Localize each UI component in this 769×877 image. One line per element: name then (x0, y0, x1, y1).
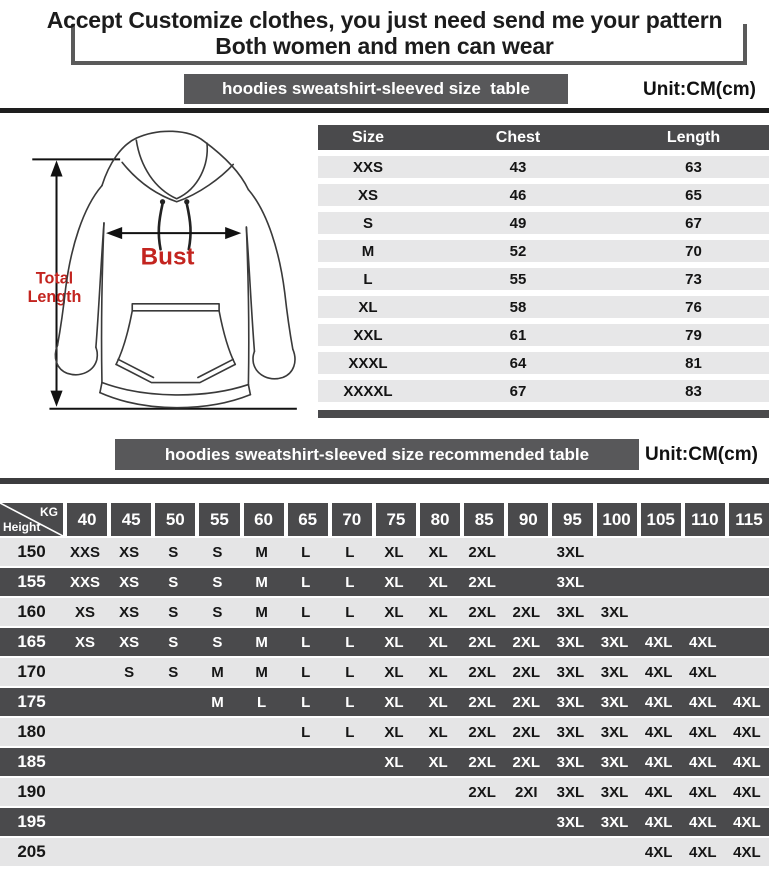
size-recommendation-cell: XL (428, 573, 448, 591)
size-recommendation-cell: 4XL (733, 693, 761, 711)
size-recommendation-cell: M (255, 633, 268, 651)
size-recommendation-cell: M (255, 603, 268, 621)
size-recommendation-cell: S (168, 573, 179, 591)
size-recommendation-cell: XL (384, 663, 404, 681)
size-recommendation-cell: XL (384, 723, 404, 741)
matrix-row (0, 748, 769, 776)
matrix-row (0, 628, 769, 656)
size-table-row (318, 268, 769, 290)
size-column-header: Size (351, 128, 384, 146)
matrix-row (0, 598, 769, 626)
matrix-row (0, 538, 769, 566)
matrix-rows (0, 538, 769, 868)
size-recommendation-cell: XL (384, 693, 404, 711)
size-table (318, 125, 769, 402)
size-recommendation-cell: S (124, 663, 135, 681)
size-recommendation-cell: XS (119, 543, 140, 561)
corner-kg-label: KG (40, 505, 58, 519)
height-label-cell: 180 (17, 722, 46, 741)
size-cell: L (363, 270, 373, 288)
size-table-rows (318, 156, 769, 402)
size-recommendation-cell: 3XL (600, 753, 629, 771)
size-recommendation-cell: XS (75, 603, 96, 621)
height-label-cell: 170 (17, 662, 46, 681)
size-recommendation-cell: 4XL (733, 843, 761, 861)
size-recommendation-cell: 2XL (468, 783, 496, 801)
size-recommendation-cell: 2XL (468, 693, 496, 711)
size-recommendation-cell: 4XL (644, 813, 673, 831)
size-recommendation-cell: XL (384, 753, 404, 771)
size-recommendation-cell: M (255, 573, 268, 591)
size-table-row (318, 324, 769, 346)
size-recommendation-cell: S (212, 543, 223, 561)
size-recommendation-cell: XXS (70, 543, 101, 561)
chest-cell: 58 (509, 298, 527, 316)
size-recommendation-cell: L (345, 633, 355, 651)
matrix-row (0, 688, 769, 716)
size-recommendation-cell: L (301, 603, 311, 621)
size-recommendation-cell: 4XL (689, 633, 717, 651)
height-label-cell: 165 (17, 632, 46, 651)
size-recommendation-cell: 3XL (600, 693, 629, 711)
chest-cell: 67 (509, 382, 527, 400)
size-recommendation-cell: 2XI (515, 783, 538, 801)
size-cell: XXXXL (343, 382, 393, 400)
size-recommendation-cell: 3XL (556, 693, 585, 711)
length-cell: 63 (685, 158, 702, 176)
size-recommendation-cell: 2XL (512, 693, 541, 711)
size-recommendation-cell: XL (428, 753, 448, 771)
weight-header-cell: 90 (508, 503, 548, 536)
size-recommendation-cell: S (168, 603, 179, 621)
heading-line-2: Both women and men can wear (215, 33, 554, 59)
size-recommendation-cell: 4XL (644, 693, 673, 711)
size-table-row (318, 296, 769, 318)
size-recommendation-cell: L (345, 723, 355, 741)
unit-label-2: Unit:CM(cm) (645, 444, 758, 465)
size-recommendation-cell: 2XL (512, 663, 541, 681)
size-recommendation-cell: 2XL (468, 753, 496, 771)
matrix-corner-cell (0, 503, 63, 536)
length-cell: 67 (685, 214, 702, 232)
weight-header-cell: 115 (729, 503, 769, 536)
size-recommendation-cell: 4XL (644, 663, 673, 681)
total-length-label-line2: Length (27, 287, 82, 306)
size-recommendation-cell: 3XL (600, 723, 629, 741)
height-label-cell: 155 (17, 572, 46, 591)
chest-cell: 52 (509, 242, 527, 260)
size-recommendation-cell: L (301, 693, 311, 711)
chest-cell: 46 (509, 186, 527, 204)
height-label-cell: 205 (17, 842, 46, 861)
size-table-row (318, 380, 769, 402)
size-recommendation-cell: 4XL (644, 753, 673, 771)
size-table-row (318, 184, 769, 206)
matrix-row (0, 718, 769, 746)
size-recommendation-cell: 4XL (644, 723, 673, 741)
height-label-cell: 190 (17, 782, 46, 801)
size-recommendation-cell: 3XL (600, 603, 629, 621)
height-label-cell: 185 (17, 752, 46, 771)
size-recommendation-cell: S (168, 663, 179, 681)
size-table-row (318, 212, 769, 234)
size-recommendation-cell: L (301, 573, 311, 591)
weight-header-cell: 110 (685, 503, 725, 536)
size-recommendation-cell: 3XL (600, 783, 629, 801)
weight-header-cell: 75 (376, 503, 416, 536)
heading-line-1: Accept Customize clothes, you just need send me your pattern (46, 7, 723, 33)
matrix-row (0, 568, 769, 596)
size-recommendation-cell: XL (384, 573, 404, 591)
height-label-cell: 195 (17, 812, 46, 831)
size-table-footer-bar (318, 410, 769, 418)
size-recommendation-cell: 3XL (556, 723, 585, 741)
size-recommendation-cell: 2XL (468, 543, 496, 561)
size-recommendation-cell: M (211, 663, 224, 681)
size-cell: XXL (353, 326, 383, 344)
matrix-row (0, 778, 769, 806)
size-recommendation-cell: 3XL (556, 543, 585, 561)
size-recommendation-cell: 3XL (556, 603, 585, 621)
size-recommendation-cell: L (301, 543, 311, 561)
size-recommendation-cell: 3XL (556, 573, 585, 591)
size-recommendation-cell: 4XL (733, 783, 761, 801)
size-table-banner: hoodies sweatshirt-sleeved size table (184, 74, 568, 104)
size-recommendation-cell: XS (75, 633, 96, 651)
size-recommendation-cell: L (345, 693, 355, 711)
size-table-row (318, 240, 769, 262)
size-table-row (318, 156, 769, 178)
drawstrings (159, 199, 191, 249)
size-recommendation-cell: L (345, 603, 355, 621)
size-recommendation-cell: M (211, 693, 224, 711)
size-recommendation-cell: S (212, 573, 223, 591)
length-cell: 81 (685, 354, 702, 372)
size-recommendation-cell: XL (428, 543, 448, 561)
weight-header-cell: 65 (288, 503, 328, 536)
size-recommendation-cell: 3XL (556, 753, 585, 771)
size-recommendation-cell: 3XL (600, 663, 629, 681)
chest-cell: 55 (509, 270, 527, 288)
size-recommendation-cell: S (168, 543, 179, 561)
size-recommendation-cell: 4XL (689, 753, 717, 771)
unit-label-1: Unit:CM(cm) (643, 79, 756, 100)
size-recommendation-cell: XS (119, 603, 140, 621)
size-recommendation-cell: S (168, 633, 179, 651)
total-length-label-line1: Total (35, 269, 74, 288)
size-recommendation-cell: 2XL (512, 753, 541, 771)
size-recommendation-cell: 2XL (468, 603, 496, 621)
size-recommendation-cell: L (345, 663, 355, 681)
size-recommendation-cell: XL (428, 603, 448, 621)
size-recommendation-cell: 4XL (689, 663, 717, 681)
weight-header-cell: 105 (641, 503, 681, 536)
size-recommendation-cell: S (212, 633, 223, 651)
length-cell: 83 (685, 382, 702, 400)
size-recommendation-cell: XL (428, 663, 448, 681)
height-label-cell: 150 (17, 542, 46, 561)
size-recommendation-cell: XL (384, 543, 404, 561)
size-recommendation-cell: XS (119, 633, 140, 651)
size-recommendation-cell: 3XL (556, 783, 585, 801)
chest-cell: 61 (509, 326, 527, 344)
size-cell: XL (358, 298, 378, 316)
size-recommendation-cell: 2XL (512, 723, 541, 741)
size-recommendation-cell: L (345, 543, 355, 561)
size-recommendation-cell: L (301, 633, 311, 651)
size-recommendation-cell: 3XL (556, 813, 585, 831)
size-recommendation-cell: M (255, 543, 268, 561)
size-recommendation-cell: 4XL (689, 783, 717, 801)
matrix-row (0, 658, 769, 686)
size-recommendation-cell: XXS (70, 573, 101, 591)
size-recommendation-cell: XL (428, 723, 448, 741)
size-recommendation-cell: XL (428, 693, 448, 711)
size-cell: S (362, 214, 373, 232)
size-cell: XXXL (348, 354, 388, 372)
size-recommendation-cell: 4XL (733, 723, 761, 741)
weight-header-cell: 55 (199, 503, 239, 536)
weight-header-cell: 85 (464, 503, 504, 536)
size-recommendation-cell: 2XL (468, 573, 496, 591)
size-cell: XXS (352, 158, 383, 176)
size-recommendation-cell: 4XL (733, 753, 761, 771)
size-recommendation-cell: 4XL (644, 783, 673, 801)
size-recommendation-cell: XL (428, 633, 448, 651)
hoodie-measurement-diagram (4, 122, 312, 430)
weight-header-cell: 45 (111, 503, 151, 536)
size-recommendation-cell: 4XL (733, 813, 761, 831)
matrix-header-row (0, 503, 769, 536)
size-recommendation-cell: L (301, 723, 311, 741)
divider-1 (0, 108, 769, 113)
size-recommendation-cell: XS (119, 573, 140, 591)
size-recommendation-cell: 4XL (644, 633, 673, 651)
length-column-header: Length (666, 128, 721, 146)
weight-header-cell: 60 (244, 503, 284, 536)
size-recommendation-cell: 2XL (512, 633, 541, 651)
size-recommendation-cell: 4XL (689, 693, 717, 711)
size-recommendation-cell: 2XL (512, 603, 541, 621)
size-cell: M (361, 242, 375, 260)
divider-2 (0, 478, 769, 484)
weight-header-cell: 80 (420, 503, 460, 536)
size-table-header (318, 125, 769, 150)
weight-header-cell: 100 (597, 503, 637, 536)
weight-header-cell: 95 (552, 503, 592, 536)
length-cell: 76 (685, 298, 702, 316)
size-recommendation-cell: XL (384, 633, 404, 651)
size-recommendation-cell: 4XL (689, 723, 717, 741)
size-recommendation-cell: 4XL (689, 843, 717, 861)
bust-label: Bust (140, 243, 195, 271)
matrix-row (0, 808, 769, 836)
size-recommendation-cell: S (212, 603, 223, 621)
size-recommendation-cell: 2XL (468, 723, 496, 741)
chest-cell: 43 (509, 158, 527, 176)
height-label-cell: 160 (17, 602, 46, 621)
size-recommendation-cell: M (255, 663, 268, 681)
weight-header-cell: 70 (332, 503, 372, 536)
size-recommendation-cell: 3XL (600, 813, 629, 831)
size-recommendation-cell: 3XL (556, 633, 585, 651)
chest-cell: 64 (509, 354, 527, 372)
size-recommendation-cell: 4XL (689, 813, 717, 831)
height-label-cell: 175 (17, 692, 46, 711)
size-recommendation-cell: 2XL (468, 663, 496, 681)
length-cell: 79 (685, 326, 702, 344)
size-table-row (318, 352, 769, 374)
chest-cell: 49 (509, 214, 527, 232)
size-recommendation-cell: L (345, 573, 355, 591)
weight-header-cell: 50 (155, 503, 195, 536)
size-cell: XS (357, 186, 378, 204)
size-recommendation-cell: 2XL (468, 633, 496, 651)
recommended-table-banner: hoodies sweatshirt-sleeved size recommended table (115, 439, 639, 470)
chest-column-header: Chest (495, 128, 541, 146)
size-recommendation-cell: L (301, 663, 311, 681)
length-cell: 65 (685, 186, 702, 204)
weight-header-cell: 40 (67, 503, 107, 536)
bust-arrow (106, 227, 241, 239)
matrix-row (0, 838, 769, 866)
size-recommendation-cell: 3XL (600, 633, 629, 651)
size-recommendation-cell: 4XL (644, 843, 673, 861)
length-cell: 73 (685, 270, 702, 288)
size-recommendation-cell: L (256, 693, 267, 711)
length-cell: 70 (685, 242, 702, 260)
size-recommendation-cell: 3XL (556, 663, 585, 681)
corner-height-label: Height (3, 520, 41, 534)
size-recommendation-cell: XL (384, 603, 404, 621)
